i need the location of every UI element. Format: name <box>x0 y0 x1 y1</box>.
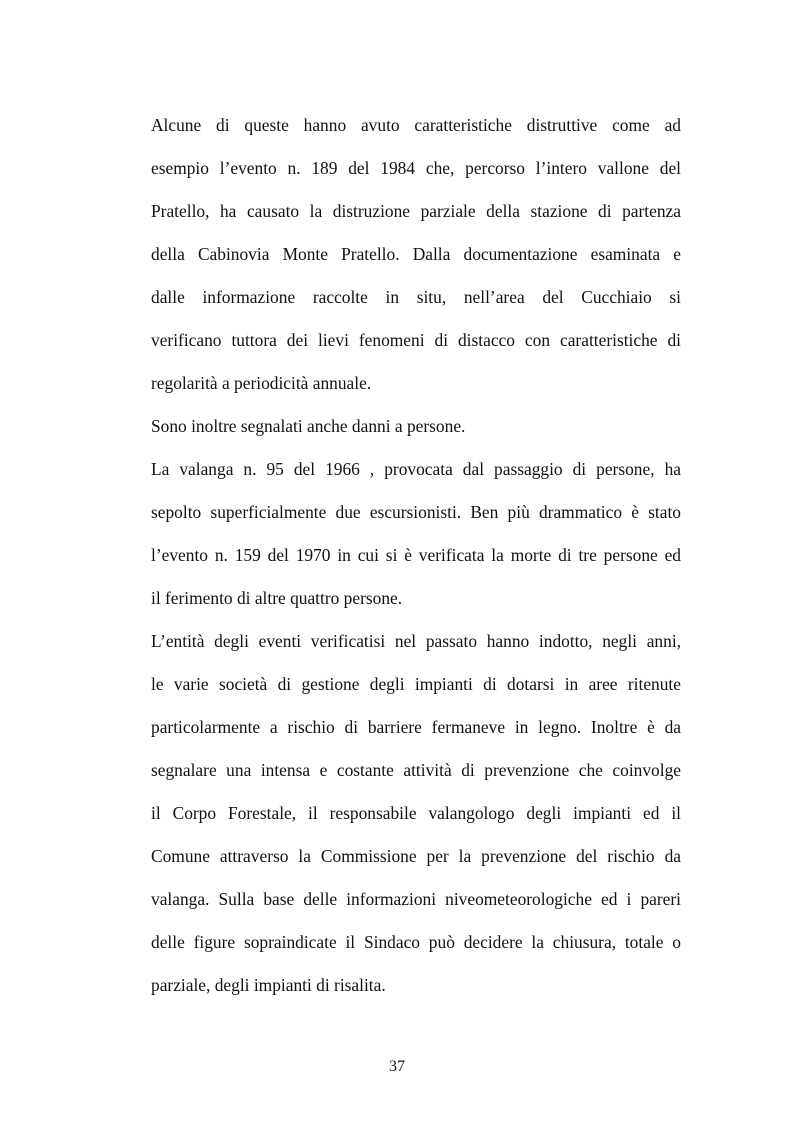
text-line: esempio l’evento n. 189 del 1984 che, percorso l’intero vallone del <box>151 158 681 178</box>
text-line: regolarità a periodicità annuale. <box>151 373 372 393</box>
page-number: 37 <box>389 1058 405 1075</box>
text-line: La valanga n. 95 del 1966 , provocata dal passaggio di persone, ha <box>151 459 681 479</box>
text-line: della Cabinovia Monte Pratello. Dalla documentazione esaminata e <box>151 244 681 264</box>
text-line: Sono inoltre segnalati anche danni a persone. <box>151 416 466 436</box>
text-line: verificano tuttora dei lievi fenomeni di distacco con caratteristiche di <box>151 330 681 350</box>
text-line: il Corpo Forestale, il responsabile valangologo degli impianti ed il <box>151 803 681 823</box>
text-line: L’entità degli eventi verificatisi nel passato hanno indotto, negli anni, <box>151 631 681 651</box>
text-line: sepolto superficialmente due escursionisti. Ben più drammatico è stato <box>151 502 681 522</box>
text-line: parziale, degli impianti di risalita. <box>151 975 386 995</box>
text-line: delle figure sopraindicate il Sindaco può decidere la chiusura, totale o <box>151 932 681 952</box>
text-line: particolarmente a rischio di barriere fermaneve in legno. Inoltre è da <box>151 717 681 737</box>
text-line: segnalare una intensa e costante attività di prevenzione che coinvolge <box>151 760 681 780</box>
text-line: Pratello, ha causato la distruzione parziale della stazione di partenza <box>151 201 681 221</box>
text-line: le varie società di gestione degli impianti di dotarsi in aree ritenute <box>151 674 681 694</box>
text-line: Comune attraverso la Commissione per la prevenzione del rischio da <box>151 846 681 866</box>
text-line: valanga. Sulla base delle informazioni niveometeorologiche ed i pareri <box>151 889 681 909</box>
text-line: l’evento n. 159 del 1970 in cui si è verificata la morte di tre persone ed <box>151 545 681 565</box>
text-line: il ferimento di altre quattro persone. <box>151 588 403 608</box>
text-line: dalle informazione raccolte in situ, nell’area del Cucchiaio si <box>151 287 681 307</box>
text-line: Alcune di queste hanno avuto caratteristiche distruttive come ad <box>151 115 681 135</box>
